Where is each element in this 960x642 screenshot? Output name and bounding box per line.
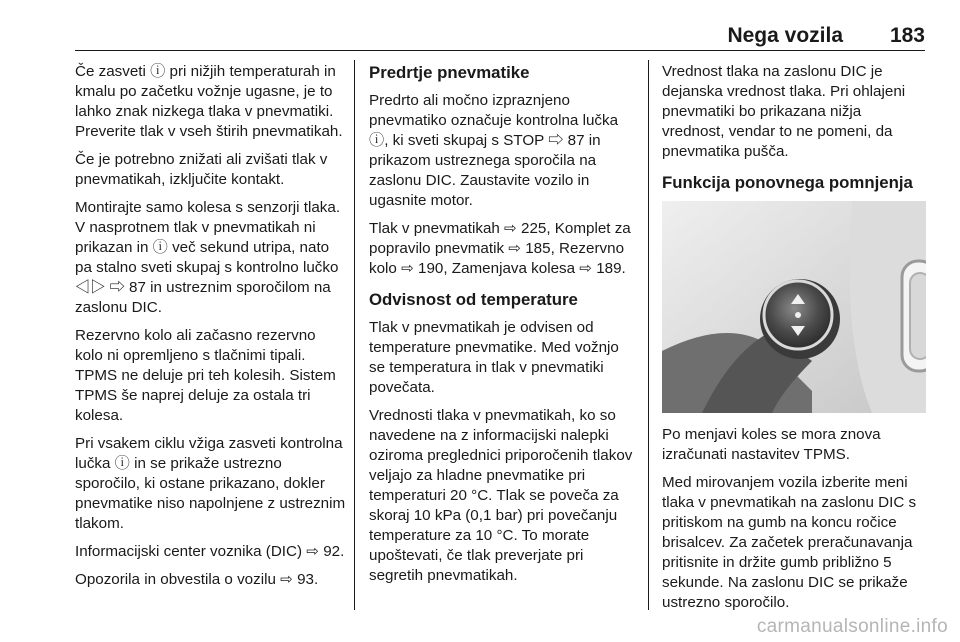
- paragraph: Če zasveti ⓘ pri nižjih temperaturah in kmalu po začetku vožnje ugasne, je to lahko znak nizkega tlaka v pnevmatiki. Preverite tlak v vseh štirih pnevmatikah.: [75, 63, 343, 140]
- heading-temperature: Odvisnost od temperature: [369, 290, 578, 309]
- paragraph: Rezervno kolo ali začasno rezervno kolo ni opremljeno s tlačnimi tipali. TPMS ne deluje pri teh kolesih. Sistem TPMS še naprej deluje za ostala tri kolesa.: [75, 327, 336, 424]
- paragraph: Informacijski center voznika (DIC) ⇨ 92.: [75, 543, 345, 560]
- heading-tyre-puncture: Predrtje pnevmatike: [369, 63, 530, 82]
- column-divider: [354, 60, 355, 610]
- paragraph: Vrednosti tlaka v pnevmatikah, ko so navedene na z informacijski nalepki oziroma preglednici priporočenih tlakov veljajo za hladne pnevmatike pri temperaturi 20 °C. Tlak se poveča za skoraj 10 kPa (0,1 bar) pri povečanju temperature za 10 °C. To morate upoštevati, če tlak preverjate pri segretih pnevmatikah.: [369, 407, 633, 584]
- paragraph: Tlak v pnevmatikah ⇨ 225, Komplet za popravilo pnevmatik ⇨ 185, Rezervno kolo ⇨ 190, Zamenjava kolesa ⇨ 189.: [369, 220, 631, 277]
- paragraph: Pri vsakem ciklu vžiga zasveti kontrolna lučka ⓘ in se prikaže ustrezno sporočilo, ki ostane prikazano, dokler pnevmatike niso napolnjene z ustreznim tlakom.: [75, 435, 346, 532]
- column-divider: [648, 60, 649, 610]
- wiper-stalk-illustration: [662, 201, 926, 413]
- section-title: Nega vozila: [727, 24, 843, 47]
- paragraph: Po menjavi koles se mora znova izračunati nastavitev TPMS.: [662, 426, 881, 463]
- paragraph: Tlak v pnevmatikah je odvisen od temperature pnevmatike. Med vožnjo se temperatura in tlak v pnevmatiki povečata.: [369, 319, 619, 396]
- column-middle: [369, 62, 635, 594]
- page-header: [75, 0, 925, 50]
- header-rule: [75, 50, 925, 51]
- column-right: [662, 62, 926, 621]
- paragraph: Opozorila in obvestila o vozilu ⇨ 93.: [75, 571, 319, 588]
- paragraph: Vrednost tlaka na zaslonu DIC je dejanska vrednost tlaka. Pri ohlajeni pnevmatiki bo prikazana nižja vrednost, vendar to ne pomeni, da pnevmatika pušča.: [662, 63, 906, 160]
- paragraph: Če je potrebno znižati ali zvišati tlak v pnevmatikah, izključite kontakt.: [75, 151, 328, 188]
- column-left: [75, 62, 347, 598]
- watermark: carmanualsonline.info: [756, 616, 948, 637]
- page-number: 183: [889, 24, 925, 47]
- paragraph: Montirajte samo kolesa s senzorji tlaka. V nasprotnem tlak v pnevmatikah ni prikazan in ⓘ več sekund utripa, nato pa stalno sveti skupaj s kontrolno lučko ◁▷ ⇨ 87 in ustreznim sporočilom na zaslonu DIC.: [75, 199, 341, 316]
- paragraph: Predrto ali močno izpraznjeno pnevmatiko označuje kontrolna lučka ⓘ, ki sveti skupaj s STOP ⇨ 87 in prikazom ustreznega sporočila na zaslonu DIC. Zaustavite vozilo in ugasnite motor.: [369, 92, 619, 209]
- wiper-stalk-button-image: [662, 201, 926, 413]
- paragraph: Med mirovanjem vozila izberite meni tlaka v pnevmatikah na zaslonu DIC s pritiskom na gumb na koncu ročice brisalcev. Za začetek preračunavanja pritisnite in držite gumb približno 5 sekunde. Na zaslonu DIC se prikaže ustrezno sporočilo.: [662, 474, 917, 611]
- heading-relearn-function: Funkcija ponovnega pomnjenja: [662, 173, 913, 192]
